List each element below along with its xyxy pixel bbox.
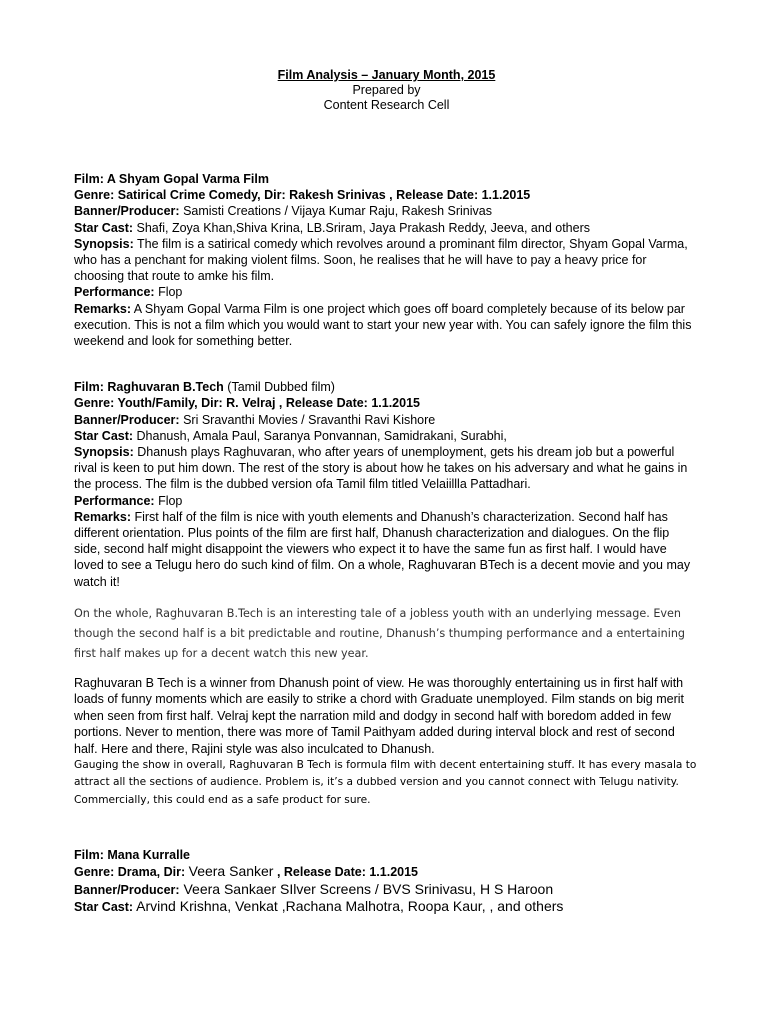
banner-value: Veera Sankaer SIlver Screens / BVS Srinivasu, H S Haroon: [179, 880, 554, 897]
genre-line: [74, 863, 699, 880]
synopsis-value: The film is a satirical comedy which revolves around a prominant film director, Shyam Gopal Varma, who has a penchant for making violent films. Soon, he realises that he will have to pay a heavy price for choosing that route to amke his film.: [74, 236, 688, 284]
genre-line: Genre: Satirical Crime Comedy, Dir: Rakesh Srinivas , Release Date: 1.1.2015: [74, 188, 531, 203]
remarks-line: [74, 301, 699, 350]
banner-label: Banner/Producer:: [74, 412, 180, 427]
whole-summary-paragraph: On the whole, Raghuvaran B.Tech is an interesting tale of a jobless youth with an underlying message. Even though the second half is a bit predictable and routine, Dhanush’s thumping performance and a entertaining first half makes up for a decent watch this new year.: [74, 606, 686, 660]
cast-value: Shafi, Zoya Khan,Shiva Krina, LB.Sriram, Jaya Prakash Reddy, Jeeva, and others: [133, 220, 590, 235]
banner-value: Sri Sravanthi Movies / Sravanthi Ravi Kishore: [179, 412, 436, 427]
film-entry-raghuvaran-btech: [74, 379, 699, 590]
synopsis-label: Synopsis:: [74, 445, 134, 460]
remarks-value: A Shyam Gopal Varma Film is one project which goes off board completely because of its below par execution. This is not a film which you would want to start your new year with. You can safely ignore the film this weekend and look for something better.: [74, 301, 692, 349]
cast-value: Dhanush, Amala Paul, Saranya Ponvannan, Samidrakani, Surabhi,: [133, 428, 507, 443]
synopsis-label: Synopsis:: [74, 236, 134, 251]
film-title-line: [74, 379, 699, 395]
genre-line: Genre: Youth/Family, Dir: R. Velraj , Release Date: 1.1.2015: [74, 396, 420, 411]
film-title: Raghuvaran B.Tech: [107, 380, 224, 395]
genre-label: Genre: Drama, Dir:: [74, 865, 189, 880]
remarks-label: Remarks:: [74, 509, 131, 524]
cast-label: Star Cast:: [74, 428, 134, 443]
release-date: , Release Date: 1.1.2015: [273, 865, 419, 880]
cast-line: [74, 428, 699, 444]
film-entry-mana-kurralle: [74, 847, 699, 915]
cast-label: Star Cast:: [74, 220, 134, 235]
performance-label: Performance:: [74, 493, 155, 508]
performance-line: [74, 284, 699, 300]
film-label: Film:: [74, 848, 108, 863]
remarks-label: Remarks:: [74, 301, 131, 316]
document-page: [74, 68, 699, 945]
film-label: Film:: [74, 172, 107, 186]
review-overall-paragraph: Gauging the show in overall, Raghuvaran B Tech is formula film with decent entertaining stuff. It has every masala to attract all the sections of audience. Problem is, it’s a dubbed version and you cannot connect with Telugu nativity. Commercially, this could end as a safe product for sure.: [74, 758, 697, 806]
banner-line: [74, 203, 699, 219]
performance-line: [74, 493, 699, 509]
film-note: (Tamil Dubbed film): [223, 380, 335, 395]
cast-line: [74, 898, 699, 915]
prepared-by-line: Prepared by: [352, 83, 421, 97]
film-entry-shyam-gopal-varma: [74, 171, 699, 349]
performance-value: Flop: [154, 285, 183, 300]
film-label: Film:: [74, 380, 108, 395]
banner-label: Banner/Producer:: [74, 882, 180, 897]
synopsis-line: [74, 444, 699, 493]
banner-line: [74, 881, 699, 898]
cast-label: Star Cast:: [74, 899, 134, 914]
banner-value: Samisti Creations / Vijaya Kumar Raju, Rakesh Srinivas: [179, 204, 492, 219]
banner-label: Banner/Producer:: [74, 204, 180, 219]
synopsis-value: Dhanush plays Raghuvaran, who after years of unemployment, gets his dream job but a powerful rival is keen to put him down. The rest of the story is about how he takes on his adversary and what he gains in the process. The film is the dubbed version ofa Tamil film titled Velaiillla Pattadhari.: [74, 445, 688, 492]
synopsis-line: [74, 236, 699, 285]
film-title: A Shyam Gopal Varma Film: [106, 172, 269, 186]
cast-value: Arvind Krishna, Venkat ,Rachana Malhotra, Roopa Kaur, , and others: [133, 897, 564, 914]
film-title-line: [74, 171, 699, 187]
film-title: Mana Kurralle: [107, 848, 191, 863]
remarks-line: [74, 509, 699, 590]
document-header: [74, 68, 699, 113]
performance-label: Performance:: [74, 285, 155, 300]
banner-line: [74, 412, 699, 428]
cast-line: [74, 220, 699, 236]
director-name: Veera Sanker: [188, 863, 274, 880]
performance-value: Flop: [154, 493, 183, 508]
review-paragraph: Raghuvaran B Tech is a winner from Dhanush point of view. He was thoroughly entertaining us in first half with loads of funny moments which are easily to strike a chord with Graduate unemployed. Film stands on big merit when seen from first half. Velraj kept the narration mild and dodgy in second half with boredom added in few portions. Never to mention, there was more of Tamil Paithyam added during interval block and rest of second half. Here and there, Rajini style was also inculcated to Dhanush.: [74, 675, 685, 756]
document-title: Film Analysis – January Month, 2015: [277, 68, 496, 82]
content-research-cell: Content Research Cell: [323, 98, 450, 112]
film-title-line: [74, 847, 699, 863]
remarks-value: First half of the film is nice with youth elements and Dhanush’s characterization. Second half has different orientation. Plus points of the film are first half, Dhanush characterization and dialogues. On the flip side, second half might disappoint the viewers who expect it to have the same fun as first half. I would have loved to see a Telugu hero do such kind of film. On a whole, Raghuvaran BTech is a decent movie and you may watch it!: [74, 509, 691, 589]
